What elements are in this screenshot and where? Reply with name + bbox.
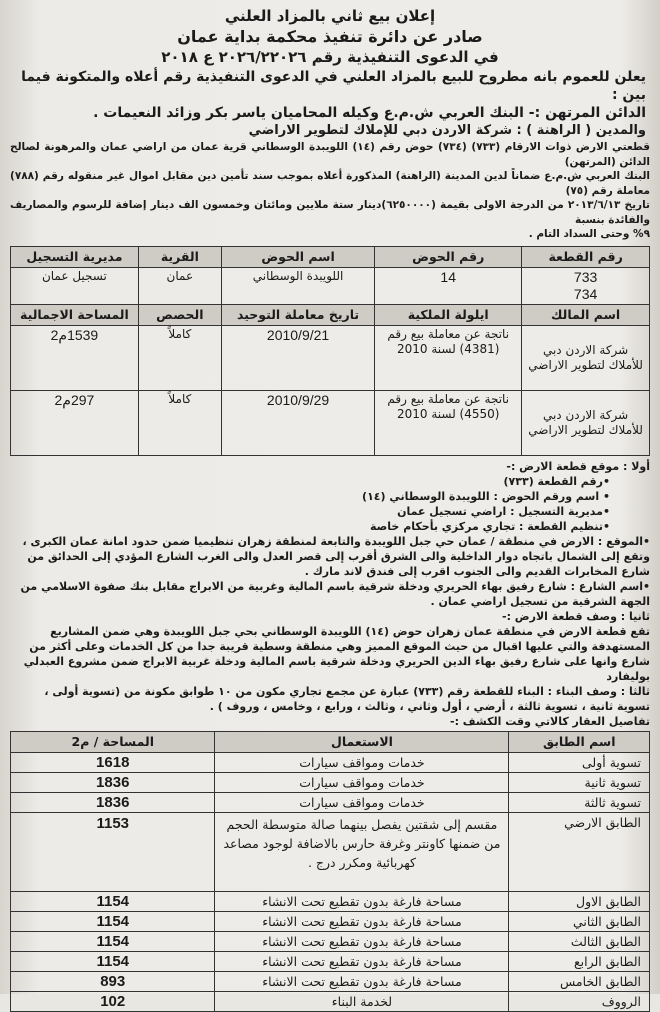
bullet-item: •مديرية التسجيل : اراضي تسجيل عمان (397, 504, 610, 518)
announcement-intro (10, 68, 650, 140)
floor-name-cell: الطابق الثالث (509, 931, 650, 951)
table-row (11, 891, 650, 911)
header-registry: مديرية التسجيل (11, 246, 139, 267)
ownership-cell: ناتجة عن معاملة بيع رقم (4381) لسنة 2010 (375, 325, 522, 390)
floors-table (10, 731, 650, 1012)
creditor-line: الدائن المرتهن :- البنك العربي ش.م.ع وكيله المحاميان ياسر بكر وزائد النعيمات . (93, 105, 646, 121)
header-total-area: المساحة الاجمالية (11, 304, 139, 325)
floor-name-cell: الطابق الخامس (509, 971, 650, 991)
date-cell: 2010/9/29 (221, 390, 374, 455)
table-row (11, 752, 650, 772)
area-cell: 1154 (11, 891, 215, 911)
section-heading: ثانيا : وصف قطعة الارض :- (502, 609, 650, 623)
bullet-item: •الموقع : الارض في منطقة / عمان حي جبل اللويبدة والتابعة لمنطقة زهران تنظيميا ضمن حدود امانة عمان الكبرى ، وتقع إلى الشمال باتجاه دوار الداخلية والى الشرق أقرب إلى قصر العدل والى الغرب الشارع المؤدي إلى الحدائق من شارع المخابرات القديم والى الجنوب اقرب إلى فندق لاند مارك . (22, 534, 650, 578)
header-area: المساحة / م2 (11, 731, 215, 752)
parcel-numbers-cell (522, 267, 650, 304)
header-usage: الاستعمال (215, 731, 509, 752)
area-cell: 893 (11, 971, 215, 991)
description-section (10, 459, 650, 729)
floor-name-cell: الطابق الرابع (509, 951, 650, 971)
header-merge-date: تاريخ معاملة التوحيد (221, 304, 374, 325)
parcel-number: 733 (573, 268, 598, 285)
ownership-cell: ناتجة عن معاملة بيع رقم (4550) لسنة 2010 (375, 390, 522, 455)
basin-name-cell: اللويبدة الوسطاني (221, 267, 374, 304)
parcel-table (10, 246, 650, 456)
announcement-title: إعلان بيع ثاني بالمزاد العلني (224, 7, 436, 25)
table-row (11, 390, 650, 455)
section-paragraph: تقع قطعة الارض في منطقة عمان زهران حوض (١٤) اللويبدة الوسطاني بحي جبل اللويبدة وهي ضمن المشاريع المستهدفة والتي عليها اقبال من حيث الموقع المميز وهي منطقة وسطية قريبة جدا من كل الخدمات وعلى أكثر من شارع وانها على شارع رفيق بهاء الدين الحريري ودخلة شرقية باسم المالية ودخلة غربية الابراج ضمن مشروع العبدلي بوليفارد (23, 624, 650, 683)
usage-cell: لخدمة البناء (215, 991, 509, 1011)
area-cell: 1154 (11, 951, 215, 971)
area-cell: 1836 (11, 772, 215, 792)
header-floor-name: اسم الطابق (509, 731, 650, 752)
header-ownership: ايلولة الملكية (375, 304, 522, 325)
floor-name-cell: الطابق الثاني (509, 911, 650, 931)
case-number-line: في الدعوى التنفيذية رقم ٢٠٢٦/٢٢٠٢٦ ع ٢٠١٨ (161, 48, 499, 66)
issuer-line: صادر عن دائرة تنفيذ محكمة بداية عمان (177, 27, 483, 46)
area-cell: 1836 (11, 792, 215, 812)
section-paragraph: ثالثا : وصف البناء : البناء للقطعة رقم (٧٣٣) عبارة عن مجمع تجاري مكون من ١٠ طوابق مكونة من (تسوية أولى ، تسوية ثانية ، تسوية ثالثة ، أرضي ، أول وثاني ، وثالث ، ورابع ، وخامس ، وروف ) . (44, 684, 650, 713)
section-heading: تفاصيل العقار كالاتي وقت الكشف :- (450, 714, 650, 728)
table-row (11, 911, 650, 931)
usage-cell: مساحة فارغة بدون تقطيع تحت الانشاء (215, 971, 509, 991)
paragraph-line: قطعتي الارض ذوات الارقام (٧٣٣) (٧٣٤) حوض رقم (١٤) اللويبدة الوسطاني قرية عمان من اراضي عمان والمرهونة لصالح الدائن (المرتهن) (10, 141, 650, 168)
usage-cell: مقسم إلى شقتين يفصل بينهما صالة متوسطة الحجم من ضمنها كاونتر وغرفة حارس بالاضافة لوجود مصاعد كهربائية ومكرر درج . (215, 812, 509, 891)
owner-cell: شركة الاردن دبي للأملاك لتطوير الاراضي (522, 390, 650, 455)
header-shares: الحصص (138, 304, 221, 325)
table-row (11, 951, 650, 971)
area-cell: 102 (11, 991, 215, 1011)
table-row (11, 772, 650, 792)
table-row (11, 991, 650, 1011)
debtor-line: والمدين ( الراهنة ) : شركة الاردن دبي للإملاك لتطوير الاراضي (248, 123, 646, 138)
header-basin-name: اسم الحوض (221, 246, 374, 267)
intro-line: يعلن للعموم بانه مطروح للبيع بالمزاد العلني في الدعوى التنفيذية رقم أعلاه والمتكونة فيما بين : (21, 69, 646, 103)
section-heading: أولا : موقع قطعة الارض :- (506, 459, 650, 473)
header-owner: اسم المالك (522, 304, 650, 325)
bullet-item: •تنظيم القطعة : تجاري مركزي بأحكام خاصة (370, 519, 610, 533)
area-cell: 297م2 (11, 390, 139, 455)
usage-cell: مساحة فارغة بدون تقطيع تحت الانشاء (215, 951, 509, 971)
area-cell: 1539م2 (11, 325, 139, 390)
area-cell: 1618 (11, 752, 215, 772)
table-row (11, 792, 650, 812)
table-row (11, 971, 650, 991)
floor-name-cell: تسوية ثالثة (509, 792, 650, 812)
floor-name-cell: تسوية ثانية (509, 772, 650, 792)
table-row (11, 325, 650, 390)
usage-cell: مساحة فارغة بدون تقطيع تحت الانشاء (215, 891, 509, 911)
owner-cell: شركة الاردن دبي للأملاك لتطوير الاراضي (522, 325, 650, 390)
shares-cell: كاملاً (138, 325, 221, 390)
registry-cell: تسجيل عمان (11, 267, 139, 304)
basin-number-cell: 14 (375, 267, 522, 304)
property-paragraph (10, 140, 650, 242)
bullet-item: •رقم القطعة (٧٣٣) (503, 474, 610, 488)
usage-cell: خدمات ومواقف سيارات (215, 792, 509, 812)
parcel-number: 734 (573, 285, 598, 302)
floor-name-cell: الرووف (509, 991, 650, 1011)
usage-cell: مساحة فارغة بدون تقطيع تحت الانشاء (215, 931, 509, 951)
usage-cell: خدمات ومواقف سيارات (215, 752, 509, 772)
bullet-item: • اسم ورقم الحوض : اللويبدة الوسطاني (١٤) (362, 489, 610, 503)
bullet-item: •اسم الشارع : شارع رفيق بهاء الحريري ودخلة شرقية باسم المالية وغربية من الابراج مقابل بنك صفوة الاسلامي من الجهة الشرقية من تسجيل اراضي عمان . (20, 579, 650, 608)
area-cell: 1154 (11, 931, 215, 951)
announcement-header (10, 6, 650, 68)
area-cell: 1153 (11, 812, 215, 891)
paragraph-line: البنك العربي ش.م.ع ضماناً لدين المدينة (الراهنة) المذكورة أعلاه بموجب سند تأمين دين مقابل اموال غير منقوله رقم (٧٨٨) معاملة رقم (٧٥) (10, 170, 650, 197)
floor-name-cell: تسوية أولى (509, 752, 650, 772)
paragraph-line: تاريخ ٢٠١٣/٦/١٣ من الدرجة الاولى بقيمة (٦٢٥٠٠٠٠)دينار ستة ملايين ومائتان وخمسون الف دينار إضافة للرسوم والمصاريف والفائدة بنسبة (10, 199, 650, 226)
usage-cell: خدمات ومواقف سيارات (215, 772, 509, 792)
date-cell: 2010/9/21 (221, 325, 374, 390)
floor-name-cell: الطابق الاول (509, 891, 650, 911)
table-row (11, 931, 650, 951)
header-basin-number: رقم الحوض (375, 246, 522, 267)
table-row (11, 812, 650, 891)
village-cell: عمان (138, 267, 221, 304)
shares-cell: كاملاً (138, 390, 221, 455)
floor-name-cell: الطابق الارضي (509, 812, 650, 891)
area-cell: 1154 (11, 911, 215, 931)
header-parcel-number: رقم القطعة (522, 246, 650, 267)
usage-cell: مساحة فارغة بدون تقطيع تحت الانشاء (215, 911, 509, 931)
header-village: القرية (138, 246, 221, 267)
paragraph-line: ٩% وحتى السداد التام . (528, 228, 650, 240)
